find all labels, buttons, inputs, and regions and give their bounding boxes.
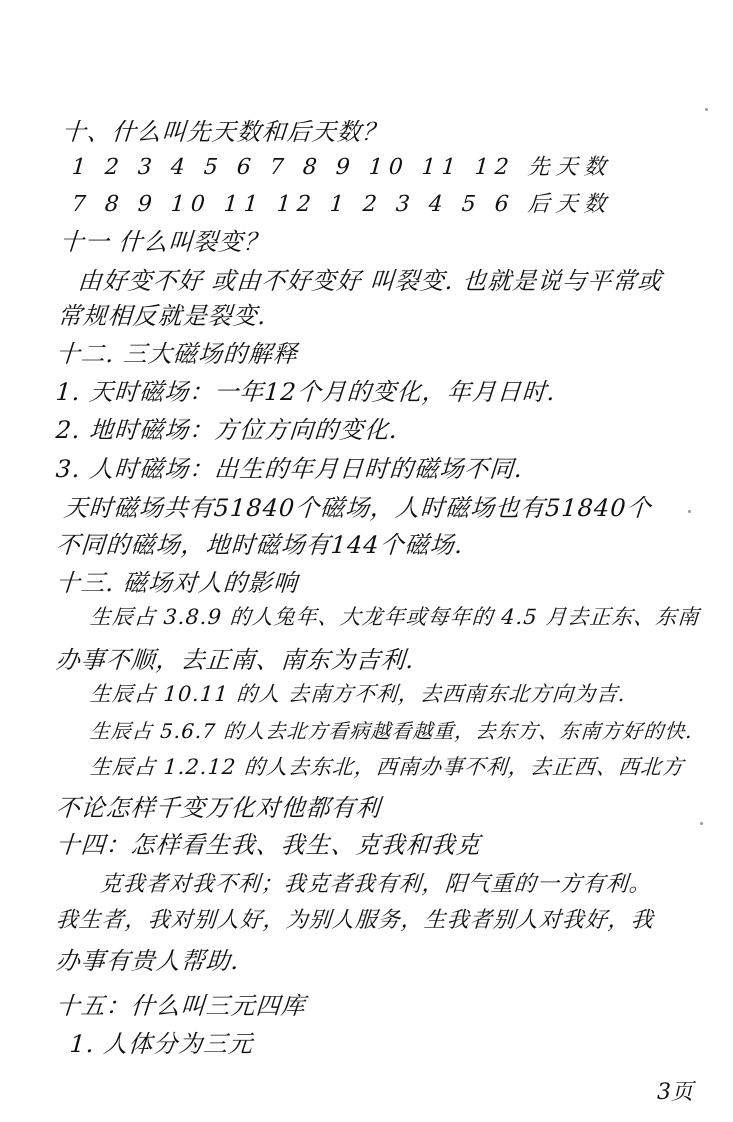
text-line: 生辰占 5.6.7 的人去北方看病越看越重，去东方、东南方好的快. <box>89 719 694 743</box>
number-row-houtian: 7 8 9 10 11 12 1 2 3 4 5 6 后天数 <box>70 192 613 217</box>
text-line: 办事有贵人帮助. <box>54 947 241 975</box>
heading-ten: 十、什么叫先天数和后天数？ <box>60 118 388 146</box>
list-item: 3. 人时磁场：出生的年月日时的磁场不同. <box>54 455 524 483</box>
heading-thirteen: 十三. 磁场对人的影响 <box>54 569 300 597</box>
number-row-xiantian: 1 2 3 4 5 6 7 8 9 10 11 12 先天数 <box>70 155 613 180</box>
text-line: 生辰占 1.2.12 的人去东北，西南办事不利，去正西、西北方 <box>89 755 685 779</box>
heading-eleven: 十一 什么叫裂变？ <box>58 228 270 256</box>
heading-fourteen: 十四：怎样看生我、我生、克我和我克 <box>54 831 482 859</box>
text-line: 克我者对我不利；我克者我有利，阳气重的一方有利。 <box>98 872 653 897</box>
heading-fifteen: 十五：什么叫三元四库 <box>54 992 307 1020</box>
text-line: 不论怎样千变万化对他都有利 <box>54 794 382 822</box>
list-item: 1. 天时磁场：一年12个月的变化，年月日时. <box>54 378 557 406</box>
text-line: 由好变不好 或由不好变好 叫裂变. 也就是说与平常或 <box>76 267 664 295</box>
text-line: 生辰占 10.11 的人 去南方不利，去西南东北方向为吉. <box>89 682 627 706</box>
scan-speck <box>700 822 703 825</box>
text-line: 生辰占 3.8.9 的人兔年、大龙年或每年的 4.5 月去正东、东南 <box>89 605 701 629</box>
text-line: 办事不顺，去正南、南东为吉利. <box>54 646 416 674</box>
heading-twelve: 十二. 三大磁场的解释 <box>54 340 300 368</box>
page-number: 3页 <box>657 1080 693 1105</box>
text-line: 常规相反就是裂变. <box>56 302 268 330</box>
text-line: 不同的磁场，地时磁场有144个磁场. <box>54 531 465 559</box>
list-item: 2. 地时磁场：方位方向的变化. <box>54 416 399 444</box>
list-item: 1. 人体分为三元 <box>68 1030 255 1058</box>
text-line: 我生者，我对别人好，为别人服务，生我者别人对我好，我 <box>54 908 655 933</box>
scan-speck <box>688 510 691 513</box>
text-line: 天时磁场共有51840个磁场，人时磁场也有51840个 <box>62 494 653 522</box>
scan-speck <box>705 108 708 111</box>
